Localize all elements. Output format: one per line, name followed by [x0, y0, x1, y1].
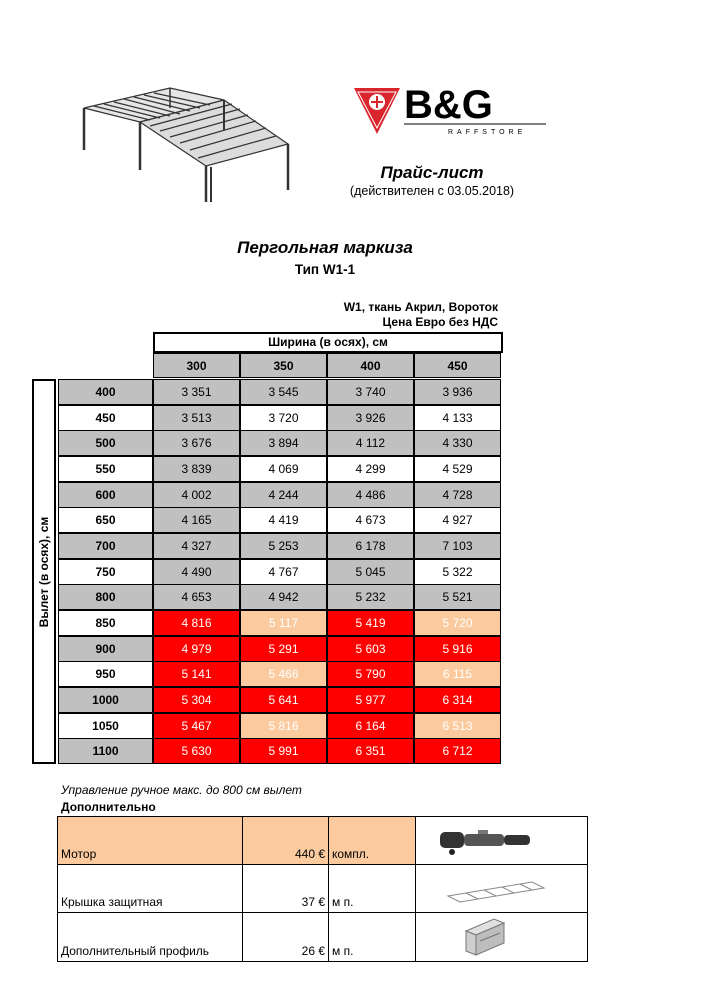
price-cell: 3 740 — [327, 379, 414, 405]
extra-unit: компл. — [332, 847, 370, 861]
price-cell: 4 330 — [414, 430, 501, 456]
price-cell: 3 894 — [240, 430, 327, 456]
product-title: Пергольная маркиза — [237, 238, 413, 257]
product-type: Тип W1-1 — [294, 262, 356, 277]
price-cell: 6 314 — [414, 687, 501, 713]
price-cell: 4 942 — [240, 584, 327, 610]
table-row — [58, 584, 501, 610]
projection-cell: 400 — [58, 379, 153, 405]
projection-cell: 800 — [58, 584, 153, 610]
price-cell: 5 641 — [240, 687, 327, 713]
price-cell: 5 790 — [327, 661, 414, 687]
price-cell: 5 141 — [153, 661, 240, 687]
projection-cell: 1050 — [58, 713, 153, 739]
price-cell: 5 117 — [240, 610, 327, 636]
table-row — [58, 379, 501, 405]
width-col-350: 350 — [240, 353, 327, 378]
price-cell: 5 720 — [414, 610, 501, 636]
price-cell: 7 103 — [414, 533, 501, 559]
projection-cell: 600 — [58, 482, 153, 508]
price-cell: 3 513 — [153, 405, 240, 431]
currency-note: Цена Евро без НДС — [382, 315, 498, 329]
pergola-illustration — [74, 78, 296, 208]
table-row — [58, 405, 501, 431]
projection-cell: 450 — [58, 405, 153, 431]
table-row — [58, 610, 501, 636]
extras-row-profile — [58, 913, 587, 961]
table-row — [58, 687, 501, 713]
price-cell: 4 327 — [153, 533, 240, 559]
price-cell: 4 165 — [153, 507, 240, 533]
price-cell: 5 467 — [153, 713, 240, 739]
projection-cell: 950 — [58, 661, 153, 687]
valid-from-text: (действителен с 03.05.2018) — [349, 184, 515, 198]
price-cell: 4 673 — [327, 507, 414, 533]
extra-price: 26 € — [301, 944, 325, 958]
table-row — [58, 482, 501, 508]
price-cell: 4 112 — [327, 430, 414, 456]
extras-row-motor — [58, 817, 587, 865]
price-cell: 4 002 — [153, 482, 240, 508]
table-row — [58, 430, 501, 456]
extra-unit: м п. — [332, 944, 354, 958]
projection-cell: 1000 — [58, 687, 153, 713]
price-cell: 3 676 — [153, 430, 240, 456]
price-cell: 4 299 — [327, 456, 414, 482]
price-cell: 6 115 — [414, 661, 501, 687]
price-cell: 5 816 — [240, 713, 327, 739]
extra-price: 440 € — [294, 847, 325, 861]
projection-axis-text: Вылет (в осях), см — [37, 516, 51, 627]
projection-cell: 1100 — [58, 738, 153, 764]
cover-icon — [446, 874, 546, 904]
price-cell: 6 712 — [414, 738, 501, 764]
bg-raffstore-logo — [352, 82, 548, 138]
price-cell: 3 720 — [240, 405, 327, 431]
price-cell: 5 045 — [327, 559, 414, 585]
extra-name: Крышка защитная — [61, 895, 163, 909]
price-cell: 4 490 — [153, 559, 240, 585]
table-row — [58, 738, 501, 764]
table-row — [58, 533, 501, 559]
table-row — [58, 636, 501, 662]
width-col-400: 400 — [327, 353, 414, 378]
price-cell: 5 466 — [240, 661, 327, 687]
price-cell: 4 728 — [414, 482, 501, 508]
price-cell: 4 419 — [240, 507, 327, 533]
price-cell: 4 069 — [240, 456, 327, 482]
price-cell: 6 178 — [327, 533, 414, 559]
price-cell: 6 513 — [414, 713, 501, 739]
price-cell: 3 839 — [153, 456, 240, 482]
price-cell: 4 244 — [240, 482, 327, 508]
extras-table — [57, 816, 588, 962]
width-header: Ширина (в осях), см — [153, 332, 503, 353]
logo-text: B&G — [404, 83, 493, 127]
config-note: W1, ткань Акрил, Вороток — [343, 300, 498, 314]
projection-cell: 750 — [58, 559, 153, 585]
table-row — [58, 456, 501, 482]
price-cell: 3 545 — [240, 379, 327, 405]
price-cell: 5 977 — [327, 687, 414, 713]
extra-name: Дополнительный профиль — [61, 944, 210, 958]
price-cell: 5 322 — [414, 559, 501, 585]
price-list-title: Прайс-лист — [380, 163, 484, 182]
price-cell: 5 521 — [414, 584, 501, 610]
table-row — [58, 713, 501, 739]
price-cell: 6 351 — [327, 738, 414, 764]
logo-subtext: RAFFSTORE — [448, 129, 527, 136]
projection-cell: 700 — [58, 533, 153, 559]
projection-cell: 900 — [58, 636, 153, 662]
table-row — [58, 661, 501, 687]
projection-cell: 550 — [58, 456, 153, 482]
price-cell: 5 419 — [327, 610, 414, 636]
price-cell: 5 253 — [240, 533, 327, 559]
price-cell: 5 991 — [240, 738, 327, 764]
price-cell: 5 291 — [240, 636, 327, 662]
manual-control-note: Управление ручное макс. до 800 см вылет — [61, 783, 302, 797]
price-cell: 4 653 — [153, 584, 240, 610]
price-cell: 5 603 — [327, 636, 414, 662]
price-cell: 5 304 — [153, 687, 240, 713]
price-cell: 4 767 — [240, 559, 327, 585]
extras-row-cover — [58, 865, 587, 913]
price-cell: 4 979 — [153, 636, 240, 662]
projection-cell: 650 — [58, 507, 153, 533]
motor-icon — [438, 824, 534, 858]
price-cell: 3 351 — [153, 379, 240, 405]
extras-title: Дополнительно — [61, 800, 156, 814]
price-cell: 4 529 — [414, 456, 501, 482]
extra-price: 37 € — [301, 895, 325, 909]
projection-axis-label — [32, 379, 56, 764]
price-cell: 5 630 — [153, 738, 240, 764]
width-col-450: 450 — [414, 353, 501, 378]
extra-name: Мотор — [61, 847, 97, 861]
price-cell: 4 133 — [414, 405, 501, 431]
price-cell: 4 816 — [153, 610, 240, 636]
width-col-300: 300 — [153, 353, 240, 378]
price-cell: 6 164 — [327, 713, 414, 739]
price-cell: 4 486 — [327, 482, 414, 508]
price-cell: 3 926 — [327, 405, 414, 431]
price-cell: 5 232 — [327, 584, 414, 610]
price-cell: 5 916 — [414, 636, 501, 662]
price-cell: 3 936 — [414, 379, 501, 405]
projection-cell: 500 — [58, 430, 153, 456]
projection-cell: 850 — [58, 610, 153, 636]
price-cell: 4 927 — [414, 507, 501, 533]
profile-icon — [460, 917, 510, 957]
extra-unit: м п. — [332, 895, 354, 909]
table-row — [58, 559, 501, 585]
table-row — [58, 507, 501, 533]
